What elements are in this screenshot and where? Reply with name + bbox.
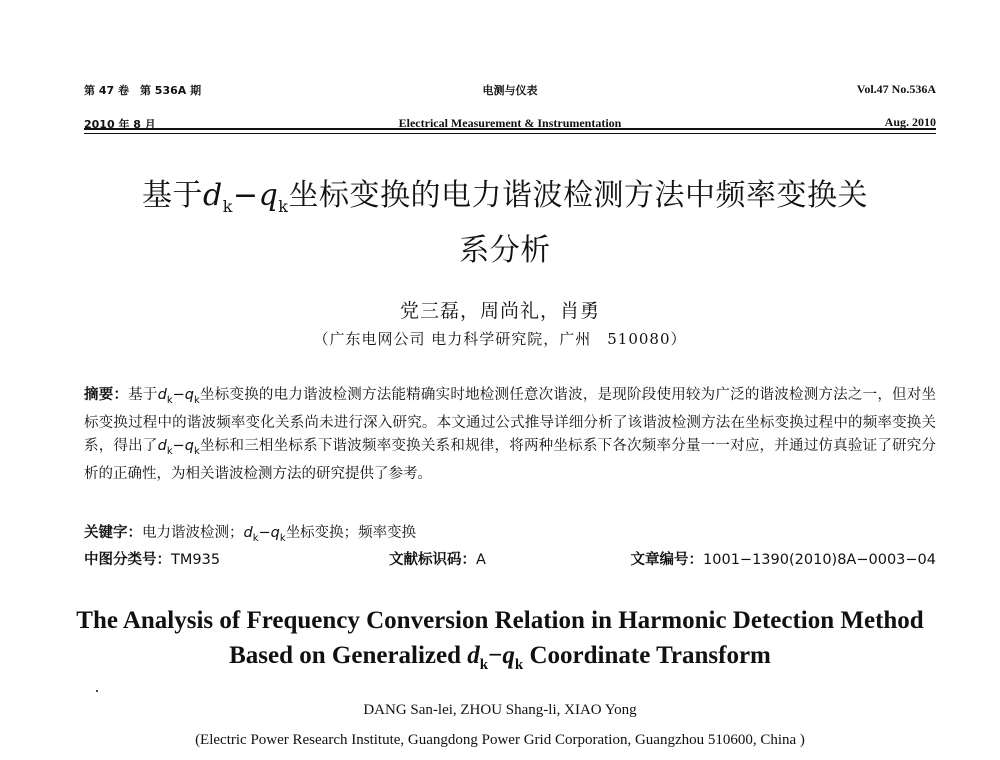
keyword-1: 电力谐波检测； — [142, 525, 244, 541]
abstract-qk-sub-2: k — [194, 445, 200, 457]
abstract-dk-2: d — [157, 437, 167, 454]
doc-value: A — [476, 552, 486, 568]
abstract-qk-sub: k — [194, 394, 200, 406]
en-title-line2 — [60, 638, 940, 683]
title-dash: − — [232, 178, 259, 213]
keyword-2-rest: 坐标变换；频率变换 — [285, 525, 417, 541]
keyword-2-dash: − — [258, 525, 271, 541]
title-prefix: 基于 — [142, 178, 203, 213]
keyword-2-qsub: k — [279, 532, 286, 544]
header-rule-thin — [84, 133, 936, 134]
title-symbol-q — [258, 178, 289, 216]
art-label: 文章编号： — [630, 552, 704, 568]
en-d-sub: k — [479, 657, 489, 673]
keywords-cn — [84, 521, 416, 544]
affiliation-cn: （广东电网公司 电力科学研究院，广州 510080） — [313, 330, 687, 348]
clc-value: TM935 — [171, 552, 221, 568]
en-q: q — [502, 642, 515, 669]
art-value: 1001−1390(2010)8A−0003−04 — [703, 552, 936, 568]
abstract-cn — [84, 384, 936, 486]
abstract-label: 摘要： — [84, 387, 129, 403]
title-q-sub: k — [278, 197, 289, 216]
paper-title-line1 — [70, 174, 940, 229]
date-en: Aug. 2010 — [884, 115, 936, 129]
keyword-2-d: d — [243, 525, 253, 541]
header-right — [857, 82, 936, 130]
en-q-sub: k — [514, 657, 524, 673]
en-title-prefix: Based on Generalized — [229, 642, 468, 669]
scan-speck — [96, 690, 98, 692]
volume-issue-en: Vol.47 No.536A — [856, 82, 936, 96]
title-d-sub: k — [222, 197, 233, 216]
abstract-part1: 基于 — [128, 387, 158, 403]
authors-en: DANG San-lei, ZHOU Shang-li, XIAO Yong — [363, 702, 637, 718]
abstract-qk-2: q — [184, 437, 195, 454]
journal-name-cn: 电测与仪表 — [482, 84, 538, 97]
article-id — [631, 548, 936, 569]
en-dash: − — [488, 642, 503, 669]
clc-number — [84, 548, 220, 569]
en-title-q — [502, 642, 524, 673]
abstract-dash: − — [172, 387, 185, 403]
title-symbol-d — [203, 178, 233, 216]
doc-label: 文献标识码： — [389, 552, 476, 568]
paper-title-cn — [70, 174, 940, 273]
title-rest: 坐标变换的电力谐波检测方法中频率变换关 — [288, 178, 868, 213]
authors-cn: 党三磊，周尚礼，肖勇 — [399, 300, 600, 322]
en-title-suffix: Coordinate Transform — [523, 642, 771, 669]
header-center — [84, 82, 936, 131]
abstract-part3: 坐标和三相坐标系下谐波频率变换关系和规律，将两种坐标系下各次频率分量一一对应，并通过仿真验证了研究分析的正确性，为相关谐波检测方法的研究提供了参考。 — [84, 437, 937, 482]
title-d: d — [203, 178, 223, 213]
affiliation-en: (Electric Power Research Institute, Guangdong Power Grid Corporation, Guangzhou 510600, China ) — [195, 732, 805, 748]
keyword-2-q: q — [270, 525, 280, 541]
date-cn: 2010 年 8 月 — [84, 118, 156, 131]
paper-title-en — [60, 603, 940, 683]
header-rule-thick — [84, 128, 936, 130]
running-header — [84, 82, 936, 131]
abstract-qk: q — [184, 387, 195, 403]
journal-name-en: Electrical Measurement & Instrumentation — [398, 116, 622, 130]
abstract-part2: 坐标变换的电力谐波检测方法能精确实时地检测任意次谐波，是现阶段使用较为广泛的谐波检测方法之一，但对坐标变换过程中的谐波频率变化关系尚未进行深入研究。本文通过公式推导详细分析了该谐波检测方法在坐标变换过程中的频率变换关系，得出了 — [84, 387, 937, 454]
keywords-label: 关键字： — [84, 525, 142, 541]
en-d: d — [467, 642, 480, 669]
title-q: q — [258, 178, 279, 213]
en-title-line1: The Analysis of Frequency Conversion Relation in Harmonic Detection Method — [76, 607, 924, 634]
classification-row — [84, 548, 936, 570]
abstract-dk-sub-2: k — [166, 445, 173, 457]
en-title-d — [467, 642, 489, 673]
paper-title-line2: 系分析 — [459, 233, 551, 268]
document-code — [389, 548, 486, 569]
abstract-dash-2: − — [172, 437, 185, 454]
keyword-2-dsub: k — [252, 532, 259, 544]
clc-label: 中图分类号： — [84, 552, 171, 568]
abstract-dk-sub: k — [166, 394, 173, 406]
abstract-dk: d — [157, 387, 167, 403]
volume-issue-cn: 第 47 卷 第 536A 期 — [84, 84, 202, 97]
